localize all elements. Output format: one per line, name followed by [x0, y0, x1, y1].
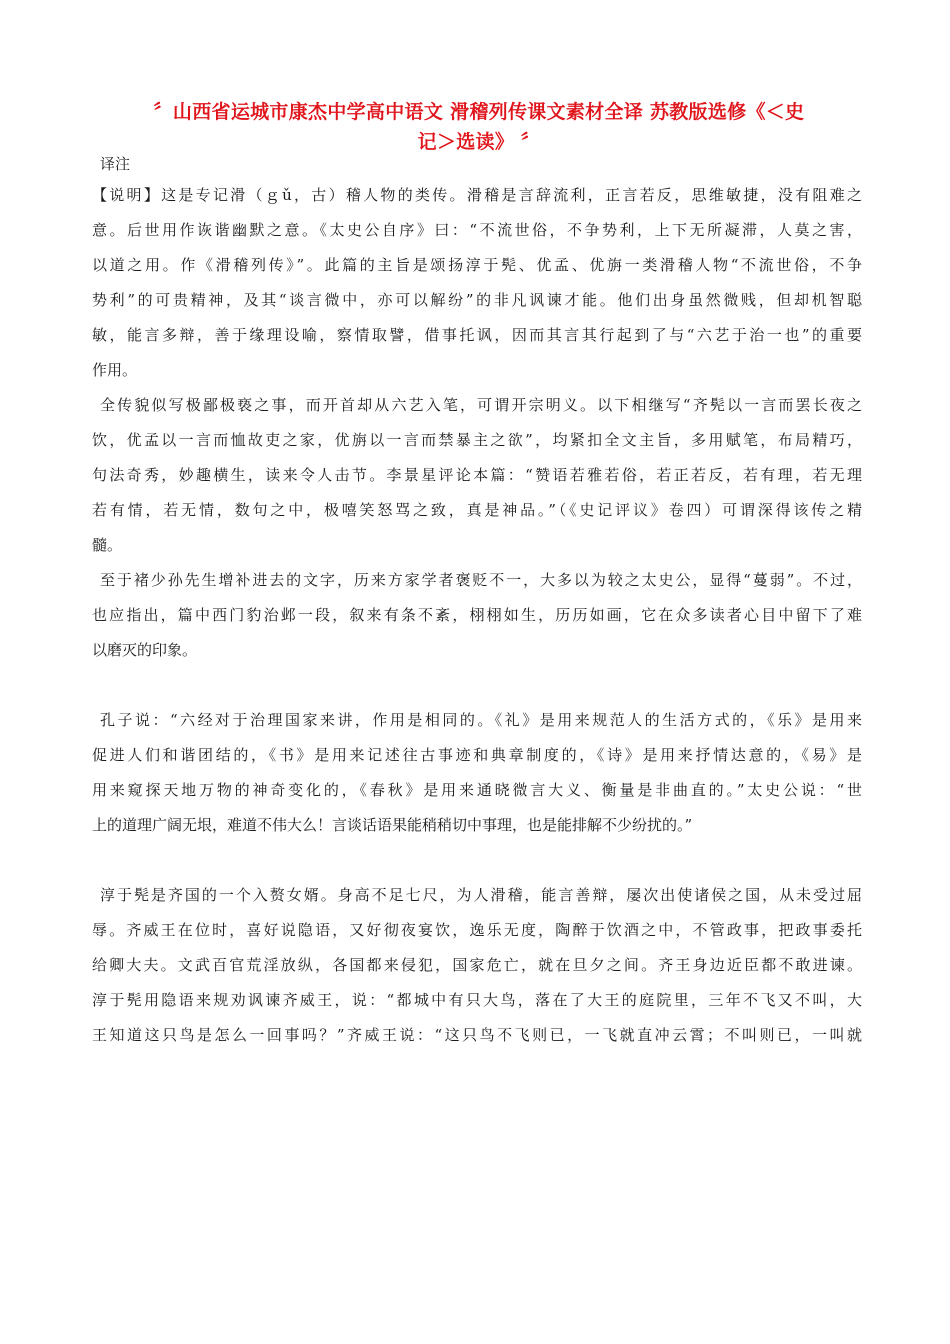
translation-label: 译注 — [100, 155, 131, 173]
text-line: 王知道这只鸟是怎么一回事吗？”齐威王说：“这只鸟不飞则已，一飞就直冲云霄；不叫则已，一叫就 — [92, 1026, 862, 1044]
text-line: 用来窥探天地万物的神奇变化的，《春秋》是用来通晓微言大义、衡量是非曲直的。”太史公说：“世 — [92, 781, 862, 799]
text-line: 淳于髡用隐语来规劝讽谏齐威王，说：“都城中有只大鸟，落在了大王的庭院里，三年不飞又不叫，大 — [92, 991, 862, 1009]
text-line: 全传貌似写极鄙极亵之事，而开首却从六艺入笔，可谓开宗明义。以下相继写“齐髡以一言而罢长夜之 — [100, 396, 862, 414]
text-line: 上的道理广阔无垠，难道不伟大么！言谈话语果能稍稍切中事理，也是能排解不少纷扰的。” — [92, 816, 693, 834]
text-line: 促进人们和谐团结的，《书》是用来记述往古事迹和典章制度的，《诗》是用来抒情达意的，《易》是 — [92, 746, 862, 764]
title-line-1: 〞山西省运城市康杰中学高中语文 滑稽列传课文素材全译 苏教版选修《＜史 — [153, 101, 805, 123]
text-line: 势利”的可贵精神，及其“谈言微中，亦可以解纷”的非凡讽谏才能。他们出身虽然微贱，但却机智聪 — [92, 291, 862, 309]
document-body — [92, 150, 862, 1053]
paragraph-chunyu-kun — [92, 878, 862, 1053]
paragraph-confucius — [92, 703, 862, 843]
text-line: 句法奇秀，妙趣横生，读来令人击节。李景星评论本篇：“赞语若雅若俗，若正若反，若有理，若无理 — [92, 466, 862, 484]
text-line: 淳于髡是齐国的一个入赘女婿。身高不足七尺，为人滑稽，能言善辩，屡次出使诸侯之国，从未受过屈 — [100, 886, 862, 904]
text-line: 意。后世用作诙谐幽默之意。《太史公自序》曰：“不流世俗，不争势利，上下无所凝滞，人莫之害， — [92, 221, 862, 239]
text-line: 也应指出，篇中西门豹治邺一段，叙来有条不紊，栩栩如生，历历如画，它在众多读者心目中留下了难 — [92, 606, 862, 624]
text-line: 以道之用。作《滑稽列传》”。此篇的主旨是颂扬淳于髡、优孟、优旃一类滑稽人物“不流世俗，不争 — [92, 256, 862, 274]
text-line: 若有情，若无情，数句之中，极嘻笑怒骂之致，真是神品。”（《史记评议》卷四）可谓深得该传之精 — [92, 501, 862, 519]
paragraph-explanation — [92, 178, 862, 388]
paragraph-chu-shaosun — [92, 563, 862, 668]
text-line: 作用。 — [92, 361, 138, 379]
paragraph-structure — [92, 388, 862, 563]
text-line: 饮，优孟以一言而恤故吏之家，优旃以一言而禁暴主之欲”，均紧扣全文主旨，多用赋笔，布局精巧， — [92, 431, 862, 449]
text-line: 给卿大夫。文武百官荒淫放纵，各国都来侵犯，国家危亡，就在旦夕之间。齐王身边近臣都不敢进谏。 — [92, 956, 862, 974]
document-title — [92, 97, 866, 157]
text-line: 辱。齐威王在位时，喜好说隐语，又好彻夜宴饮，逸乐无度，陶醉于饮酒之中，不管政事，把政事委托 — [92, 921, 862, 939]
text-line: 髓。 — [92, 536, 123, 554]
text-line: 敏，能言多辩，善于缘理设喻，察情取譬，借事托讽，因而其言其行起到了与“六艺于治一也”的重要 — [92, 326, 862, 344]
paragraph-gap — [92, 668, 862, 703]
text-line: 孔子说：“六经对于治理国家来讲，作用是相同的。《礼》是用来规范人的生活方式的，《乐》是用来 — [100, 711, 862, 729]
text-line: 【说明】这是专记滑（ｇǔ，古）稽人物的类传。滑稽是言辞流利，正言若反，思维敏捷，没有阻难之 — [92, 186, 862, 204]
text-line: 至于褚少孙先生增补进去的文字，历来方家学者褒贬不一，大多以为较之太史公，显得“蔓弱”。不过， — [100, 571, 862, 589]
title-line-2: 记＞选读》 〞 — [417, 131, 541, 153]
text-line: 以磨灭的印象。 — [92, 641, 198, 659]
paragraph-gap — [92, 843, 862, 878]
